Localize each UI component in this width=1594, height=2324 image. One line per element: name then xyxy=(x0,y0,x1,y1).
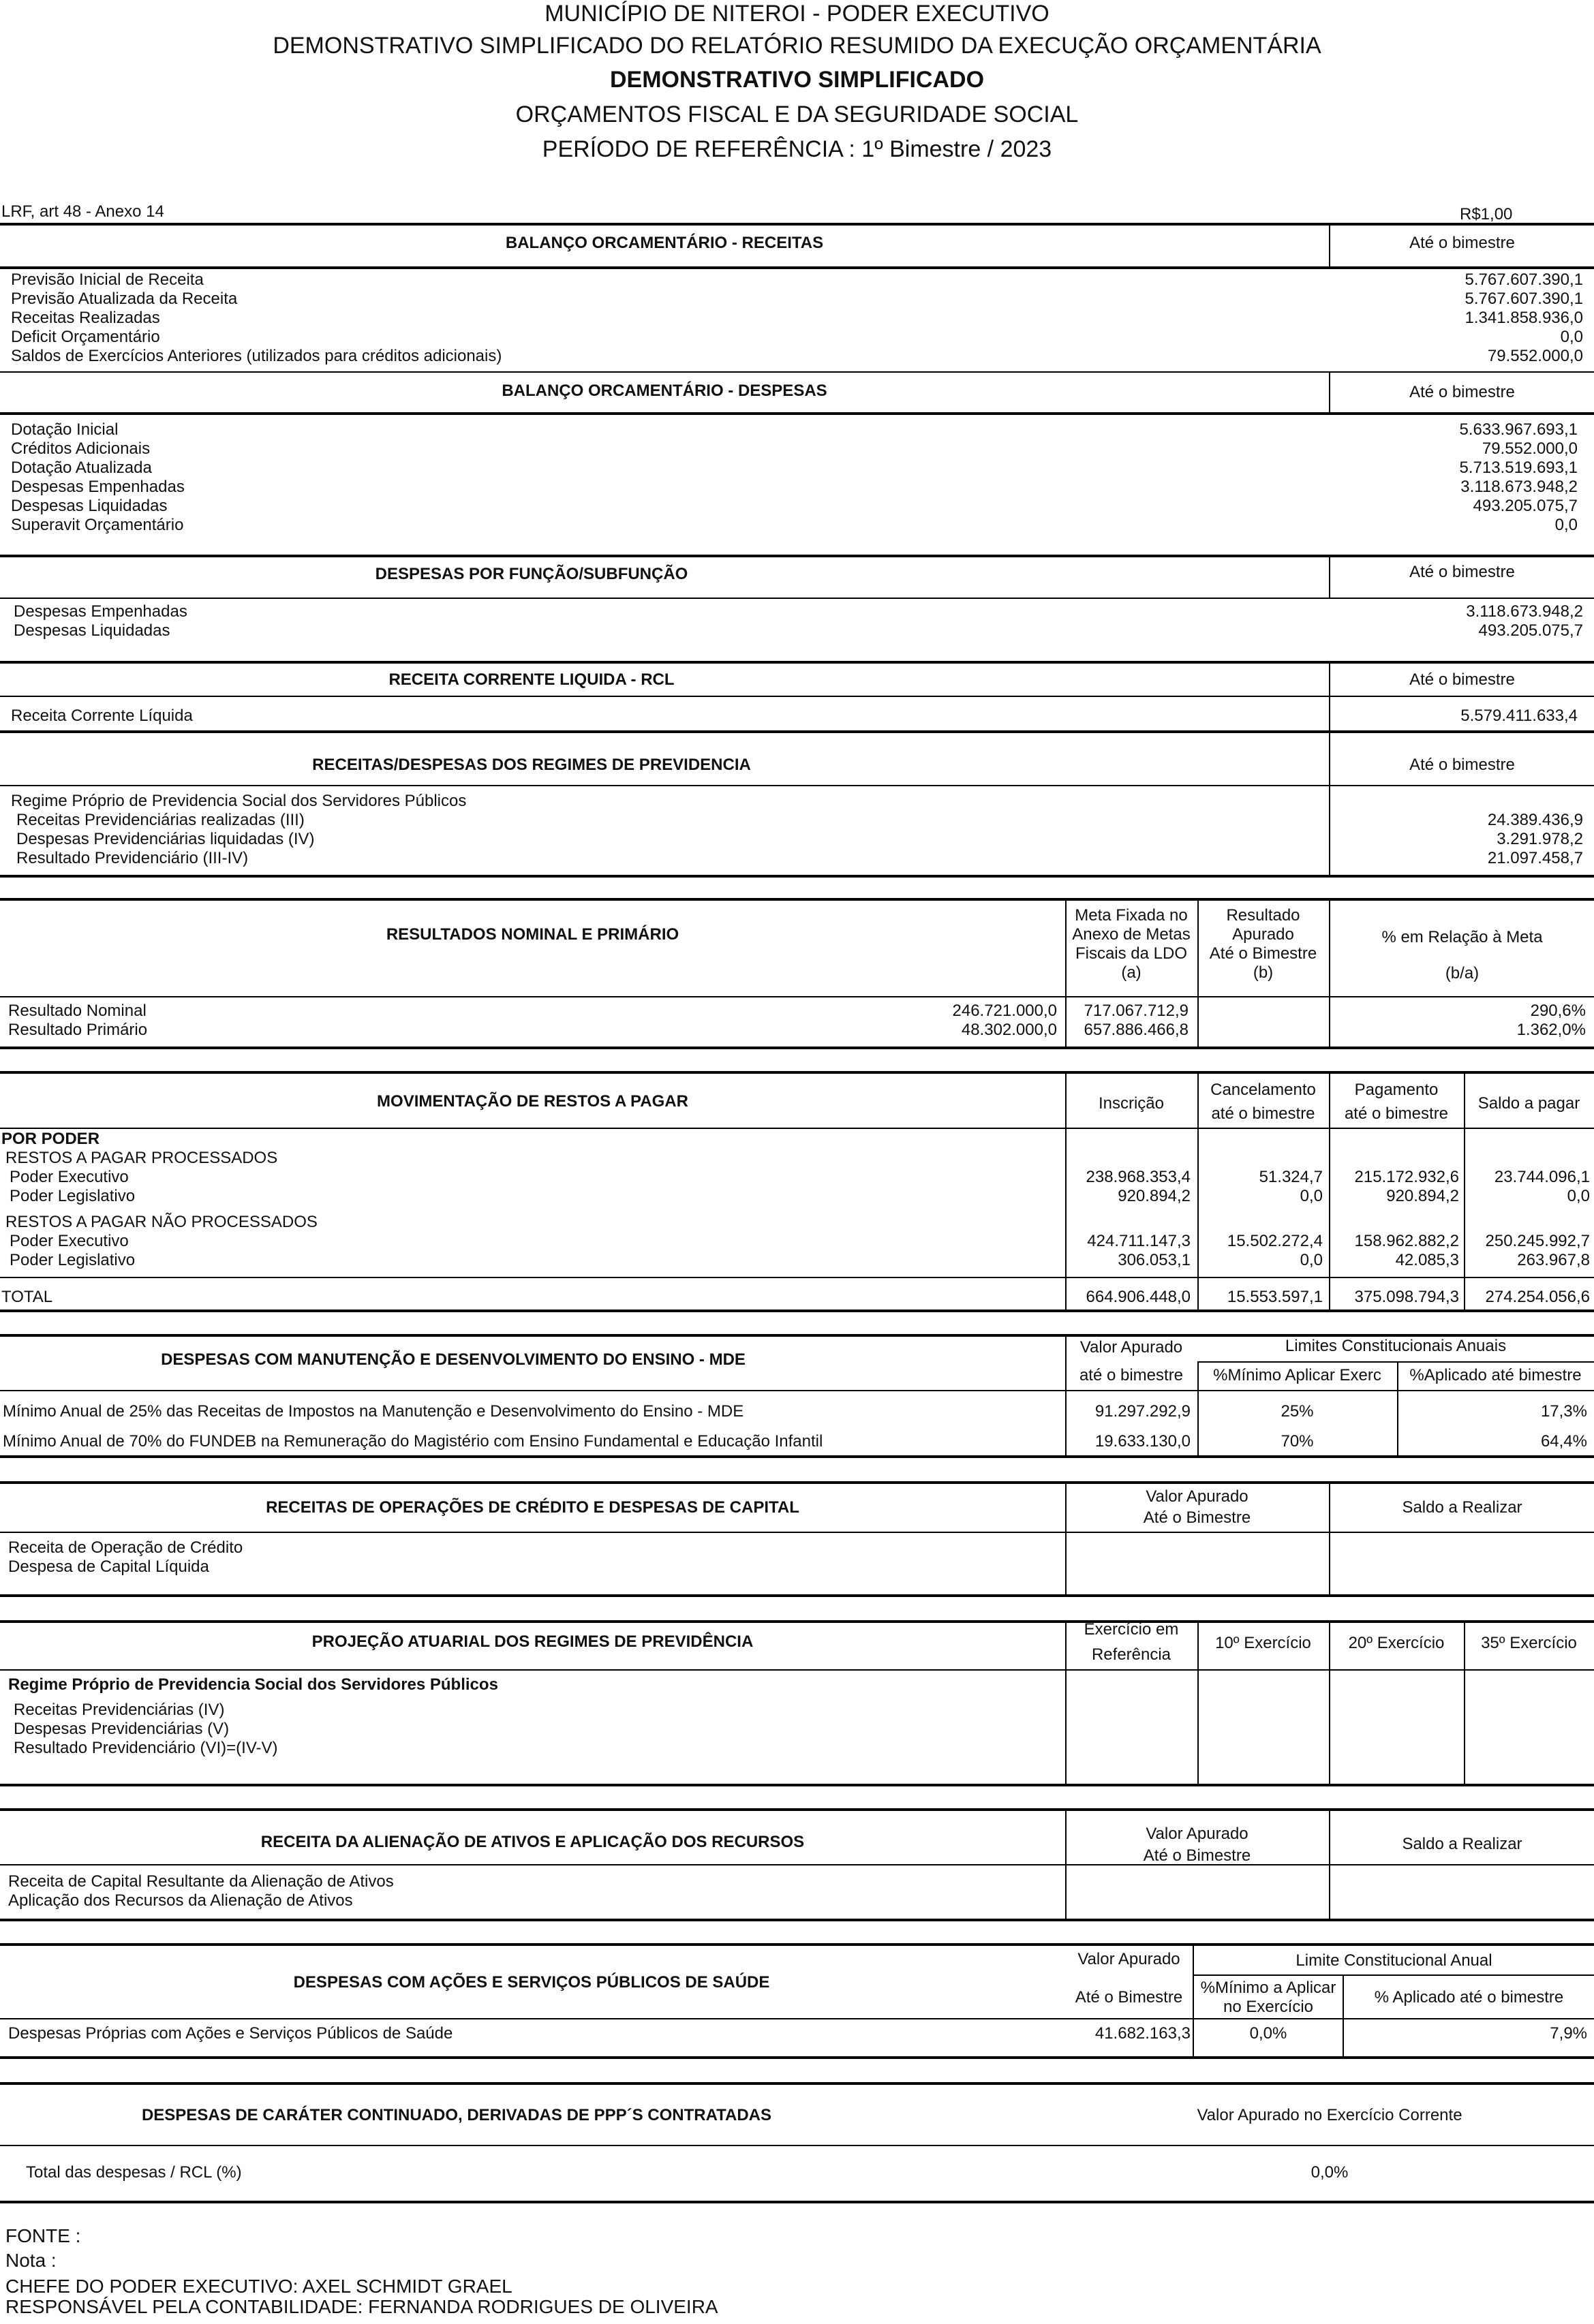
funcao-row-value: 3.118.673.948,2 xyxy=(1466,602,1583,621)
restos-row-label: Poder Executivo xyxy=(10,1168,129,1186)
restos-processados-heading: RESTOS A PAGAR PROCESSADOS xyxy=(5,1149,278,1167)
mde-row-aplicado: 64,4% xyxy=(1540,1432,1587,1451)
report-subtitle: DEMONSTRATIVO SIMPLIFICADO xyxy=(609,67,985,93)
credito-row-label: Receita de Operação de Crédito xyxy=(8,1538,243,1557)
currency-unit: R$1,00 xyxy=(1460,205,1513,223)
restos-row-inscricao: 920.894,2 xyxy=(1118,1187,1191,1205)
report-title: DEMONSTRATIVO SIMPLIFICADO DO RELATÓRIO RESUMIDO DA EXECUÇÃO ORÇAMENTÁRIA xyxy=(273,33,1321,59)
nominal-section-title: RESULTADOS NOMINAL E PRIMÁRIO xyxy=(386,925,679,944)
saude-col-limite: Limite Constitucional Anual xyxy=(1296,1951,1492,1970)
restos-row-pagamento: 920.894,2 xyxy=(1386,1187,1459,1205)
atuarial-row-label: Resultado Previdenciário (VI)=(IV-V) xyxy=(14,1739,278,1757)
restos-row-saldo: 263.967,8 xyxy=(1517,1251,1590,1269)
credito-col-valor-line2: Até o Bimestre xyxy=(1143,1508,1251,1527)
despesas-row-label: Dotação Inicial xyxy=(11,420,119,439)
alienacao-section-title: RECEITA DA ALIENAÇÃO DE ATIVOS E APLICAÇÃO DOS RECURSOS xyxy=(260,1833,805,1851)
restos-row-cancelamento: 15.502.272,4 xyxy=(1227,1232,1323,1250)
previdencia-row-value: 21.097.458,7 xyxy=(1487,849,1583,867)
atuarial-section-title: PROJEÇÃO ATUARIAL DOS REGIMES DE PREVIDÊNCIA xyxy=(311,1632,754,1651)
rcl-section-title: RECEITA CORRENTE LIQUIDA - RCL xyxy=(388,670,675,689)
nominal-col-b-line4: (b) xyxy=(1253,963,1274,982)
previdencia-row-value: 3.291.978,2 xyxy=(1497,830,1583,848)
funcao-row-label: Despesas Empenhadas xyxy=(14,602,187,621)
restos-row-label: Poder Legislativo xyxy=(10,1187,136,1205)
credito-col-saldo: Saldo a Realizar xyxy=(1402,1498,1522,1517)
restos-row-saldo: 23.744.096,1 xyxy=(1494,1168,1590,1186)
credito-col-valor-line1: Valor Apurado xyxy=(1146,1487,1248,1506)
receitas-row-label: Receitas Realizadas xyxy=(11,309,160,327)
alienacao-row-label: Aplicação dos Recursos da Alienação de Ativos xyxy=(8,1891,353,1910)
atuarial-col-ref-line2: Referência xyxy=(1091,1645,1171,1664)
mde-row-aplicado: 17,3% xyxy=(1540,1402,1587,1421)
saude-row-label: Despesas Próprias com Ações e Serviços Públicos de Saúde xyxy=(8,2024,453,2043)
receitas-row-value: 79.552.000,0 xyxy=(1487,347,1583,365)
mde-col-minimo: %Mínimo Aplicar Exerc xyxy=(1213,1366,1381,1384)
restos-total-cancelamento: 15.553.597,1 xyxy=(1227,1288,1323,1306)
atuarial-regime-label: Regime Próprio de Previdencia Social dos Servidores Públicos xyxy=(8,1675,498,1694)
previdencia-column-header: Até o bimestre xyxy=(1409,756,1515,774)
despesas-row-label: Dotação Atualizada xyxy=(11,459,152,477)
mde-section-title: DESPESAS COM MANUTENÇÃO E DESENVOLVIMENTO DO ENSINO - MDE xyxy=(161,1350,746,1369)
despesas-row-value: 79.552.000,0 xyxy=(1482,439,1578,458)
restos-row-inscricao: 424.711.147,3 xyxy=(1087,1232,1191,1250)
receitas-row-label: Previsão Inicial de Receita xyxy=(11,270,204,289)
restos-row-inscricao: 238.968.353,4 xyxy=(1086,1168,1191,1186)
restos-col-pagamento-line1: Pagamento xyxy=(1354,1081,1439,1099)
nominal-col-a-line4: (a) xyxy=(1121,963,1141,982)
despesas-column-header: Até o bimestre xyxy=(1409,383,1515,401)
restos-total-saldo: 274.254.056,6 xyxy=(1485,1288,1590,1306)
ppp-section-title: DESPESAS DE CARÁTER CONTINUADO, DERIVADAS DE PPP´S CONTRATADAS xyxy=(141,2106,772,2124)
receitas-row-label: Deficit Orçamentário xyxy=(11,328,160,346)
saude-section-title: DESPESAS COM AÇÕES E SERVIÇOS PÚBLICOS DE SAÚDE xyxy=(293,1973,770,1992)
mde-row-valor: 91.297.292,9 xyxy=(1094,1402,1191,1421)
restos-col-inscricao: Inscrição xyxy=(1098,1094,1165,1113)
restos-row-label: Poder Executivo xyxy=(10,1232,129,1250)
nominal-col-c-subheader: (b/a) xyxy=(1445,964,1480,982)
atuarial-col-ref-line1: Exercício em xyxy=(1084,1620,1179,1639)
municipality-title: MUNICÍPIO DE NITEROI - PODER EXECUTIVO xyxy=(545,1,1049,27)
nominal-row-percent: 290,6% xyxy=(1530,1002,1586,1020)
despesas-row-label: Créditos Adicionais xyxy=(11,439,151,458)
restos-section-title: MOVIMENTAÇÃO DE RESTOS A PAGAR xyxy=(377,1092,688,1111)
rcl-column-header: Até o bimestre xyxy=(1409,670,1515,689)
previdencia-row-label: Despesas Previdenciárias liquidadas (IV) xyxy=(16,830,315,848)
lrf-reference: LRF, art 48 - Anexo 14 xyxy=(1,202,164,221)
nominal-row-percent: 1.362,0% xyxy=(1516,1021,1586,1039)
funcao-section-title: DESPESAS POR FUNÇÃO/SUBFUNÇÃO xyxy=(375,565,688,583)
atuarial-row-label: Despesas Previdenciárias (V) xyxy=(14,1720,230,1738)
despesas-row-value: 5.633.967.693,1 xyxy=(1459,420,1578,439)
restos-row-saldo: 250.245.992,7 xyxy=(1485,1232,1590,1250)
mde-row-minimo: 70% xyxy=(1281,1432,1314,1451)
receitas-row-value: 5.767.607.390,1 xyxy=(1465,290,1583,308)
receitas-row-label: Saldos de Exercícios Anteriores (utilizados para créditos adicionais) xyxy=(11,347,502,365)
footer-nota: Nota : xyxy=(5,2250,57,2271)
receitas-column-header: Até o bimestre xyxy=(1409,234,1515,252)
restos-por-poder: POR PODER xyxy=(1,1130,100,1148)
despesas-row-value: 3.118.673.948,2 xyxy=(1460,478,1578,496)
saude-row-minimo: 0,0% xyxy=(1249,2024,1287,2043)
ppp-row-label: Total das despesas / RCL (%) xyxy=(26,2163,242,2182)
receitas-row-value: 0,0 xyxy=(1560,328,1583,346)
restos-row-pagamento: 42.085,3 xyxy=(1395,1251,1459,1269)
ppp-row-value: 0,0% xyxy=(1311,2163,1349,2182)
nominal-col-a-line2: Anexo de Metas xyxy=(1072,925,1191,944)
saude-col-valor-line1: Valor Apurado xyxy=(1077,1950,1180,1968)
previdencia-row-label: Resultado Previdenciário (III-IV) xyxy=(16,849,249,867)
nominal-col-b-line1: Resultado xyxy=(1226,906,1300,925)
nominal-row-meta: 246.721.000,0 xyxy=(952,1002,1057,1020)
mde-row-label: Mínimo Anual de 70% do FUNDEB na Remuneração do Magistério com Ensino Fundamental e Educação Infantil xyxy=(3,1432,823,1451)
restos-total-label: TOTAL xyxy=(1,1288,53,1306)
alienacao-col-valor-line2: Até o Bimestre xyxy=(1143,1846,1251,1865)
footer-fonte: FONTE : xyxy=(5,2225,81,2246)
restos-row-cancelamento: 51.324,7 xyxy=(1259,1168,1323,1186)
restos-nao-processados-heading: RESTOS A PAGAR NÃO PROCESSADOS xyxy=(5,1213,318,1231)
mde-col-valor-line1: Valor Apurado xyxy=(1079,1338,1183,1357)
receitas-section-title: BALANÇO ORCAMENTÁRIO - RECEITAS xyxy=(505,234,824,252)
mde-col-valor-line2: até o bimestre xyxy=(1079,1366,1184,1384)
reference-period: PERÍODO DE REFERÊNCIA : 1º Bimestre / 2023 xyxy=(542,136,1052,162)
ppp-col-header: Valor Apurado no Exercício Corrente xyxy=(1197,2106,1462,2124)
restos-col-cancelamento-line2: até o bimestre xyxy=(1211,1104,1315,1123)
mde-row-minimo: 25% xyxy=(1281,1402,1314,1421)
credito-section-title: RECEITAS DE OPERAÇÕES DE CRÉDITO E DESPESAS DE CAPITAL xyxy=(266,1498,799,1517)
restos-col-pagamento-line2: até o bimestre xyxy=(1344,1104,1449,1123)
receitas-row-value: 1.341.858.936,0 xyxy=(1465,309,1583,327)
mde-row-valor: 19.633.130,0 xyxy=(1094,1432,1191,1451)
receitas-row-value: 5.767.607.390,1 xyxy=(1465,270,1583,289)
previdencia-regime-label: Regime Próprio de Previdencia Social dos Servidores Públicos xyxy=(11,792,467,810)
nominal-col-b-line3: Até o Bimestre xyxy=(1209,944,1317,963)
atuarial-col-10: 10º Exercício xyxy=(1215,1634,1311,1652)
saude-row-valor: 41.682.163,3 xyxy=(1094,2024,1191,2043)
nominal-row-resultado: 657.886.466,8 xyxy=(1084,1021,1189,1039)
receitas-row-label: Previsão Atualizada da Receita xyxy=(11,290,238,308)
restos-row-pagamento: 158.962.882,2 xyxy=(1354,1232,1459,1250)
budget-scope: ORÇAMENTOS FISCAL E DA SEGURIDADE SOCIAL xyxy=(515,102,1079,127)
atuarial-col-20: 20º Exercício xyxy=(1348,1634,1445,1652)
credito-row-label: Despesa de Capital Líquida xyxy=(8,1558,209,1576)
restos-row-label: Poder Legislativo xyxy=(10,1251,136,1269)
restos-row-cancelamento: 0,0 xyxy=(1300,1187,1323,1205)
funcao-row-value: 493.205.075,7 xyxy=(1478,621,1583,640)
restos-row-inscricao: 306.053,1 xyxy=(1118,1251,1191,1269)
rcl-value: 5.579.411.633,4 xyxy=(1460,707,1578,725)
restos-total-pagamento: 375.098.794,3 xyxy=(1354,1288,1459,1306)
nominal-row-label: Resultado Nominal xyxy=(8,1002,147,1020)
mde-row-label: Mínimo Anual de 25% das Receitas de Impostos na Manutenção e Desenvolvimento do Ensino - MDE xyxy=(3,1402,744,1421)
nominal-col-c-header: % em Relação à Meta xyxy=(1381,928,1543,946)
nominal-row-label: Resultado Primário xyxy=(8,1021,148,1039)
previdencia-section-title: RECEITAS/DESPESAS DOS REGIMES DE PREVIDENCIA xyxy=(312,756,751,774)
saude-col-minimo-line2: no Exercício xyxy=(1223,1998,1314,2016)
despesas-row-label: Despesas Liquidadas xyxy=(11,497,168,515)
previdencia-row-value: 24.389.436,9 xyxy=(1487,811,1583,829)
despesas-section-title: BALANÇO ORCAMENTÁRIO - DESPESAS xyxy=(502,382,827,400)
restos-row-saldo: 0,0 xyxy=(1567,1187,1590,1205)
restos-col-cancelamento-line1: Cancelamento xyxy=(1210,1081,1316,1099)
atuarial-row-label: Receitas Previdenciárias (IV) xyxy=(14,1701,225,1719)
footer-responsavel-contabilidade: RESPONSÁVEL PELA CONTABILIDADE: FERNANDA RODRIGUES DE OLIVEIRA xyxy=(5,2296,718,2317)
alienacao-col-valor-line1: Valor Apurado xyxy=(1146,1825,1248,1843)
despesas-row-label: Superavit Orçamentário xyxy=(11,516,184,534)
despesas-row-value: 5.713.519.693,1 xyxy=(1459,459,1578,477)
alienacao-col-saldo: Saldo a Realizar xyxy=(1402,1835,1522,1853)
mde-col-limites: Limites Constitucionais Anuais xyxy=(1285,1337,1507,1355)
alienacao-row-label: Receita de Capital Resultante da Alienação de Ativos xyxy=(8,1872,394,1891)
mde-col-aplicado: %Aplicado até bimestre xyxy=(1409,1366,1582,1384)
despesas-row-label: Despesas Empenhadas xyxy=(11,478,185,496)
saude-row-aplicado: 7,9% xyxy=(1550,2024,1587,2043)
despesas-row-value: 0,0 xyxy=(1554,516,1578,534)
restos-row-pagamento: 215.172.932,6 xyxy=(1354,1168,1459,1186)
saude-col-minimo-line1: %Mínimo a Aplicar xyxy=(1200,1979,1336,1997)
despesas-row-value: 493.205.075,7 xyxy=(1473,497,1578,515)
restos-total-inscricao: 664.906.448,0 xyxy=(1086,1288,1191,1306)
restos-col-saldo: Saldo a pagar xyxy=(1477,1094,1580,1113)
funcao-column-header: Até o bimestre xyxy=(1409,563,1515,581)
nominal-col-a-line3: Fiscais da LDO xyxy=(1075,944,1188,963)
funcao-row-label: Despesas Liquidadas xyxy=(14,621,170,640)
nominal-col-a-line1: Meta Fixada no xyxy=(1075,906,1188,925)
nominal-col-b-line2: Apurado xyxy=(1232,925,1294,944)
nominal-row-meta: 48.302.000,0 xyxy=(961,1021,1057,1039)
restos-row-cancelamento: 0,0 xyxy=(1300,1251,1323,1269)
footer-chefe-executivo: CHEFE DO PODER EXECUTIVO: AXEL SCHMIDT GRAEL xyxy=(5,2276,512,2297)
nominal-row-resultado: 717.067.712,9 xyxy=(1084,1002,1189,1020)
rcl-label: Receita Corrente Líquida xyxy=(11,707,193,725)
saude-col-valor-line2: Até o Bimestre xyxy=(1075,1988,1183,2007)
previdencia-row-label: Receitas Previdenciárias realizadas (III) xyxy=(16,811,305,829)
saude-col-aplicado: % Aplicado até o bimestre xyxy=(1374,1988,1564,2007)
atuarial-col-35: 35º Exercício xyxy=(1481,1634,1577,1652)
